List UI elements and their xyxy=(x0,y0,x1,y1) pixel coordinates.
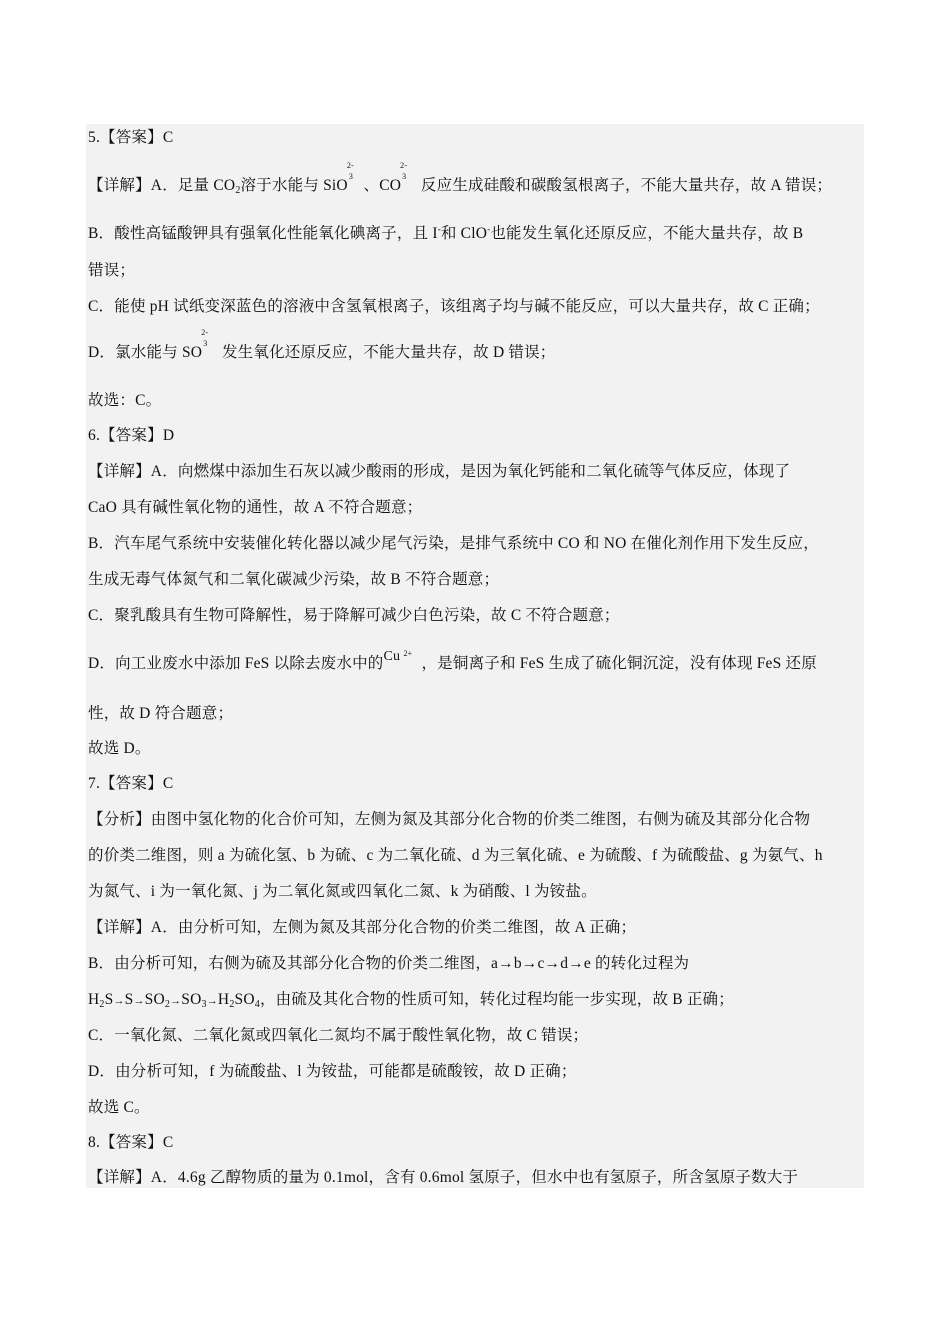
q6-answer-heading: 6.【答案】D xyxy=(88,427,175,444)
q7-explain-line-a: 【详解】A．由分析可知，左侧为氮及其部分化合物的价类二维图，故 A 正确； xyxy=(88,919,637,936)
q7-explain-line-b-equation: H2S→S→SO2→SO3→H2SO4，由硫及其化合物的性质可知，转化过程均能一步实现，故 B 正确； xyxy=(88,991,734,1010)
q5-explain-line-a: 【详解】A．足量 CO2溶于水能与 SiO 2- 3 、CO 2- 3 反应生成硅酸和碳酸氢根离子，不能大量共存，故 A 错误； xyxy=(88,161,833,196)
q7-analysis-line-3: 为氮气、i 为一氧化氮、j 为二氧化氮或四氧化二氮、k 为硝酸、l 为铵盐。 xyxy=(88,883,597,900)
q7-explain-line-c: C．一氧化氮、二氧化氮或四氧化二氮均不属于酸性氧化物，故 C 错误； xyxy=(88,1027,589,1044)
q5-explain-line-d: D．氯水能与 SO 2- 3 发生氧化还原反应，不能大量共存，故 D 错误； xyxy=(88,328,556,361)
q7-explain-line-b: B．由分析可知，右侧为硫及其部分化合物的价类二维图，a→b→c→d→e 的转化过程为 xyxy=(88,955,690,972)
q5-explain-line-c: C．能使 pH 试纸变深蓝色的溶液中含氢氧根离子，该组离子均与碱不能反应，可以大量共存，故 C 正确； xyxy=(88,298,820,315)
q5-explain-line-b-cont: 错误； xyxy=(88,262,136,279)
q7-analysis-line-2: 的价类二维图，则 a 为硫化氢、b 为硫、c 为二氧化硫、d 为三氧化硫、e 为硫酸、f 为硫酸盐、g 为氨气、h xyxy=(88,847,823,864)
q6-conclusion: 故选 D。 xyxy=(88,740,151,757)
q6-explain-line-d: D．向工业废水中添加 FeS 以除去废水中的 Cu 2+ ，是铜离子和 FeS 生成了硫化铜沉淀，没有体现 FeS 还原 xyxy=(88,649,817,672)
q5-conclusion: 故选：C。 xyxy=(88,392,162,409)
q6-explain-line-c: C．聚乳酸具有生物可降解性，易于降解可减少白色污染，故 C 不符合题意； xyxy=(88,607,620,624)
q8-answer-heading: 8.【答案】C xyxy=(88,1134,174,1151)
q7-conclusion: 故选 C。 xyxy=(88,1099,150,1116)
q5-answer-heading: 5.【答案】C xyxy=(88,129,174,146)
q7-analysis-line-1: 【分析】由图中氢化物的化合价可知，左侧为氮及其部分化合物的价类二维图，右侧为硫及其部分化合物 xyxy=(88,811,811,828)
q7-answer-heading: 7.【答案】C xyxy=(88,775,174,792)
q6-explain-line-d-cont: 性，故 D 符合题意； xyxy=(88,705,234,722)
q7-explain-line-d: D．由分析可知，f 为硫酸盐、l 为铵盐，可能都是硫酸铵，故 D 正确； xyxy=(88,1063,577,1080)
q6-explain-line-b-cont: 生成无毒气体氮气和二氧化碳减少污染，故 B 不符合题意； xyxy=(88,571,500,588)
q6-explain-line-a: 【详解】A．向燃煤中添加生石灰以减少酸雨的形成，是因为氧化钙能和二氧化硫等气体反应，体现了 xyxy=(88,463,791,480)
q6-explain-line-b: B．汽车尾气系统中安装催化转化器以减少尾气污染，是排气系统中 CO 和 NO 在催化剂作用下发生反应， xyxy=(88,535,819,552)
q5-explain-line-b: B．酸性高锰酸钾具有强氧化性能氧化碘离子，且 I-和 ClO-也能发生氧化还原反应，不能大量共存，故 B xyxy=(88,224,804,242)
q6-explain-line-a-cont: CaO 具有碱性氧化物的通性，故 A 不符合题意； xyxy=(88,499,423,516)
conversion-equation: H2S→S→SO2→SO3→H2SO4 xyxy=(88,991,260,1010)
q8-explain-line-a: 【详解】A．4.6g 乙醇物质的量为 0.1mol，含有 0.6mol 氢原子，但水中也有氢原子，所含氢原子数大于 xyxy=(88,1169,799,1186)
